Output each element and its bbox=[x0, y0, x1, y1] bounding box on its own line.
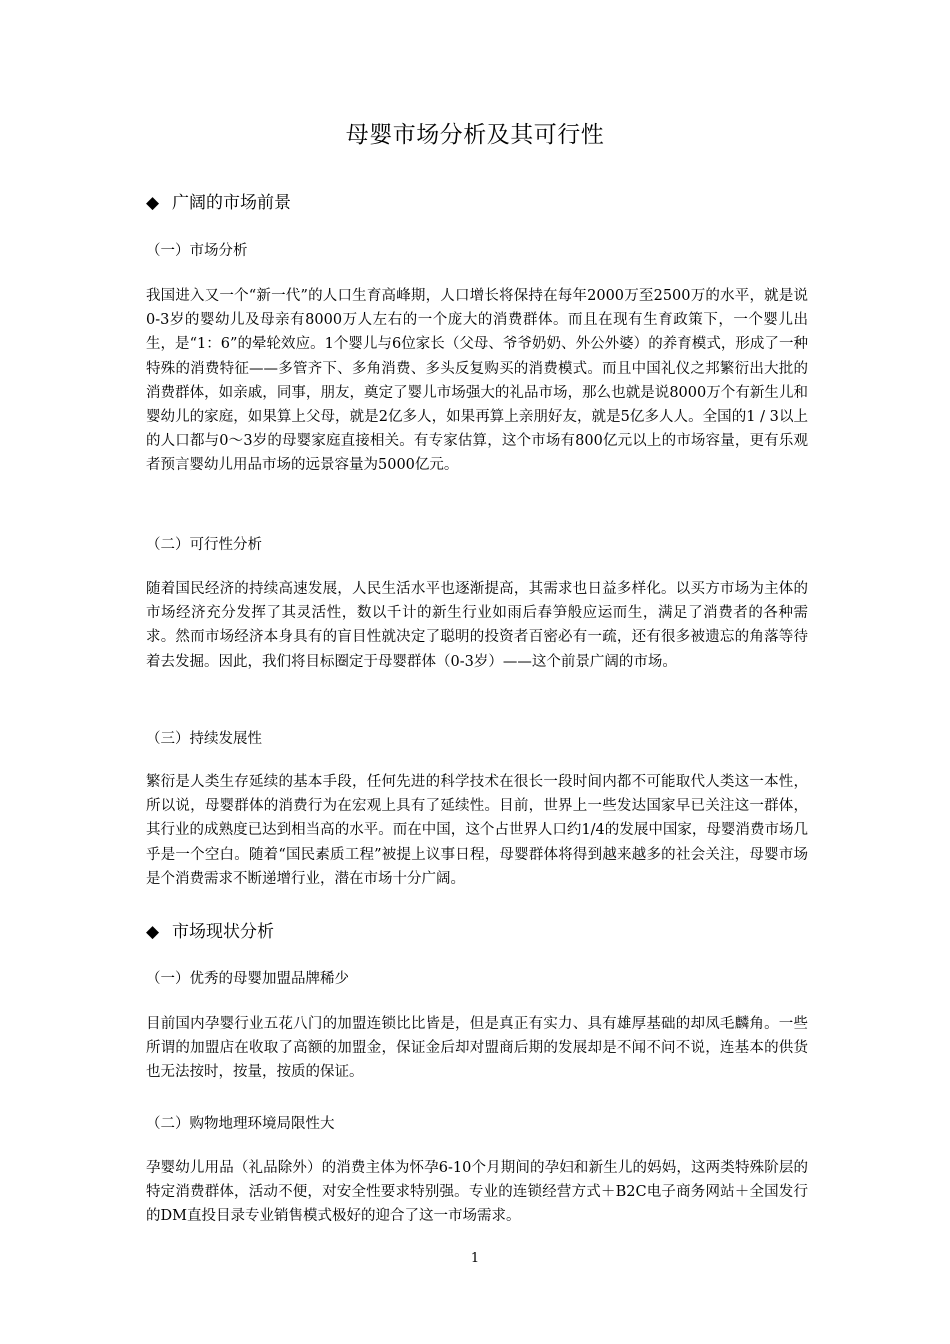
paragraph-sustainability: 繁衍是人类生存延续的基本手段，任何先进的科学技术在很长一段时间内都不可能取代人类这一本性，所以说，母婴群体的消费行为在宏观上具有了延续性。目前，世界上一些发达国家早已关注这一群体，其行业的成熟度已达到相当高的水平。而在中国，这个占世界人口约1/4的发展中国家，母婴消费市场几乎是一个空白。随着“国民素质工程”被提上议事日程，母婴群体将得到越来越多的社会关注，母婴市场是个消费需求不断递增行业，潜在市场十分广阔。 bbox=[146, 774, 808, 887]
subsection-heading-brands: （一）优秀的母婴加盟品牌稀少 bbox=[146, 971, 349, 987]
section-heading-label: 市场现状分析 bbox=[172, 922, 274, 942]
paragraph-market-analysis: 我国进入又一个“新一代”的人口生育高峰期，人口增长将保持在每年2000万至2500万的水平，就是说0-3岁的婴幼儿及母亲有8000万人左右的一个庞大的消费群体。而且在现有生育政策下，一个婴儿出生，是“1：6”的晕轮效应。1个婴儿与6位家长（父母、爷爷奶奶、外公外婆）的养育模式，形成了一种特殊的消费特征——多管齐下、多角消费、多头反复购买的消费模式。而且中国礼仪之邦繁衍出大批的消费群体，如亲戚，同事，朋友，奠定了婴儿市场强大的礼品市场，那么也就是说8000万个有新生儿和婴幼儿的家庭，如果算上父母，就是2亿多人，如果再算上亲朋好友，就是5亿多人人。全国的1 / 3以上的人口都与0～3岁的母婴家庭直接相关。有专家估算，这个市场有800亿元以上的市场容量，更有乐观者预言婴幼儿用品市场的远景容量为5000亿元。 bbox=[146, 288, 808, 474]
section-heading-label: 广阔的市场前景 bbox=[172, 193, 291, 213]
subsection-heading-shopping-location: （二）购物地理环境局限性大 bbox=[146, 1116, 335, 1132]
subsection-heading-feasibility: （二）可行性分析 bbox=[146, 537, 262, 553]
document-title: 母婴市场分析及其可行性 bbox=[345, 122, 605, 148]
paragraph-brands: 目前国内孕婴行业五花八门的加盟连锁比比皆是，但是真正有实力、具有雄厚基础的却凤毛麟角。一些所谓的加盟店在收取了高额的加盟金，保证金后却对盟商后期的发展却是不闻不问不说，连基本的供货也无法按时，按量，按质的保证。 bbox=[146, 1016, 808, 1081]
diamond-bullet-icon: ◆ bbox=[146, 922, 160, 942]
diamond-bullet-icon: ◆ bbox=[146, 193, 160, 213]
subsection-heading-sustainability: （三）持续发展性 bbox=[146, 731, 262, 747]
section-heading-market-prospect bbox=[146, 188, 291, 213]
subsection-heading-market-analysis: （一）市场分析 bbox=[146, 243, 248, 259]
page-number: 1 bbox=[470, 1251, 480, 1266]
paragraph-shopping-location: 孕婴幼儿用品（礼品除外）的消费主体为怀孕6-10个月期间的孕妇和新生儿的妈妈，这两类特殊阶层的特定消费群体，活动不便，对安全性要求特别强。专业的连锁经营方式＋B2C电子商务网站＋全国发行的DM直投目录专业销售模式极好的迎合了这一市场需求。 bbox=[146, 1160, 808, 1225]
paragraph-feasibility: 随着国民经济的持续高速发展，人民生活水平也逐渐提高，其需求也日益多样化。以买方市场为主体的市场经济充分发挥了其灵活性，数以千计的新生行业如雨后春笋般应运而生，满足了消费者的各种需求。然而市场经济本身具有的盲目性就决定了聪明的投资者百密必有一疏，还有很多被遗忘的角落等待着去发掘。因此，我们将目标圈定于母婴群体（0-3岁）——这个前景广阔的市场。 bbox=[146, 581, 808, 670]
section-heading-market-status bbox=[146, 917, 274, 942]
